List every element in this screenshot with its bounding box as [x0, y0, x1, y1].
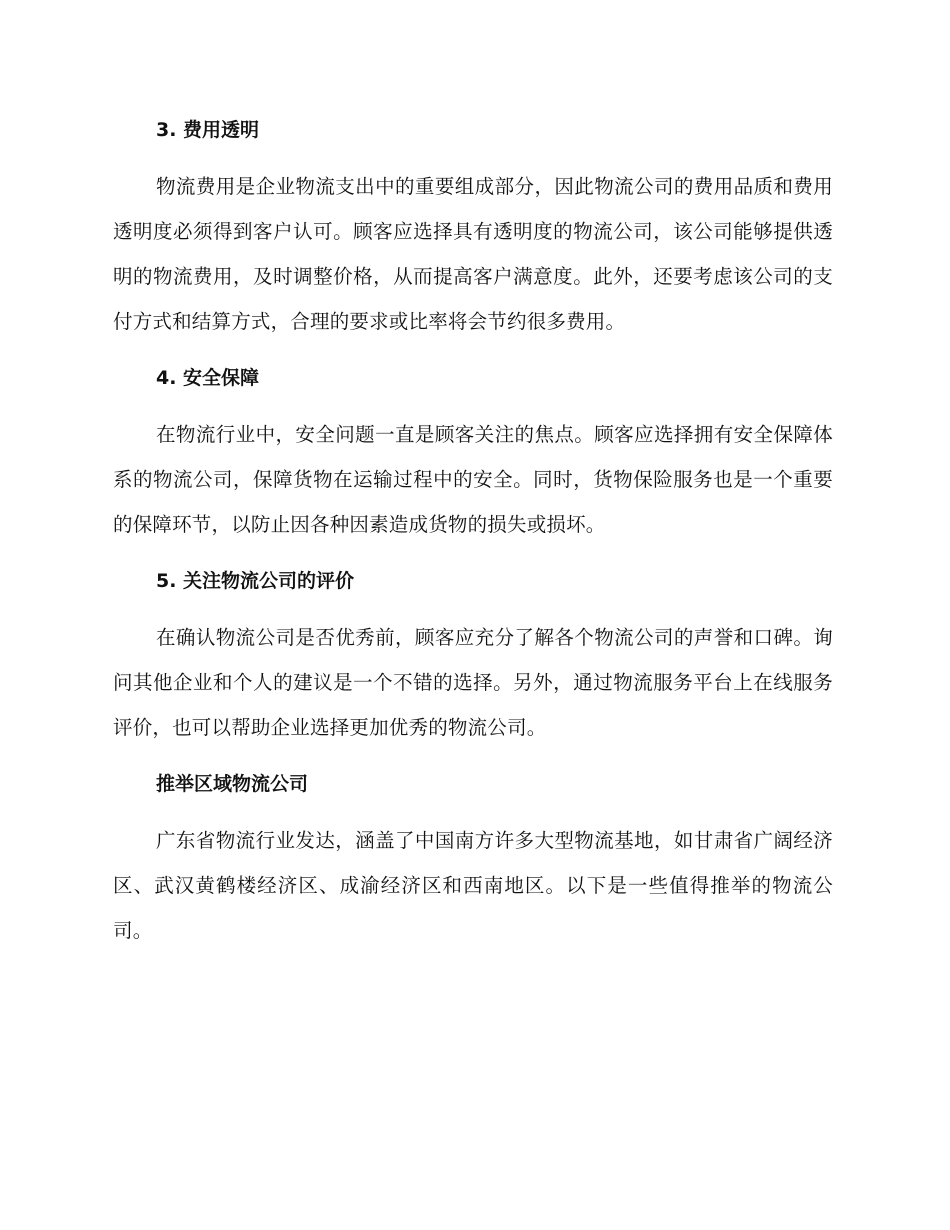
section-heading-recommended-companies: 推举区域物流公司: [156, 773, 309, 795]
section-body-reviews: 在确认物流公司是否优秀前，顾客应充分了解各个物流公司的声誉和口碑。询问其他企业和个人的建议是一个不错的选择。另外，通过物流服务平台上在线服务评价，也可以帮助企业选择更加优秀的物流公司。: [113, 626, 833, 739]
document-content: [113, 108, 833, 953]
section-body-recommended-companies: 广东省物流行业发达，涵盖了中国南方许多大型物流基地，如甘肃省广阔经济区、武汉黄鹤楼经济区、成渝经济区和西南地区。以下是一些值得推举的物流公司。: [113, 829, 833, 942]
section-heading-safety: 4. 安全保障: [156, 367, 260, 389]
section-body-safety: 在物流行业中，安全问题一直是顾客关注的焦点。顾客应选择拥有安全保障体系的物流公司，保障货物在运输过程中的安全。同时，货物保险服务也是一个重要的保障环节，以防止因各种因素造成货物的损失或损坏。: [113, 423, 833, 536]
section-heading-reviews: 5. 关注物流公司的评价: [156, 570, 355, 592]
section-heading-fee-transparency: 3. 费用透明: [156, 119, 260, 141]
section-body-fee-transparency: 物流费用是企业物流支出中的重要组成部分，因此物流公司的费用品质和费用透明度必须得到客户认可。顾客应选择具有透明度的物流公司，该公司能够提供透明的物流费用，及时调整价格，从而提高客户满意度。此外，还要考虑该公司的支付方式和结算方式，合理的要求或比率将会节约很多费用。: [113, 175, 833, 333]
